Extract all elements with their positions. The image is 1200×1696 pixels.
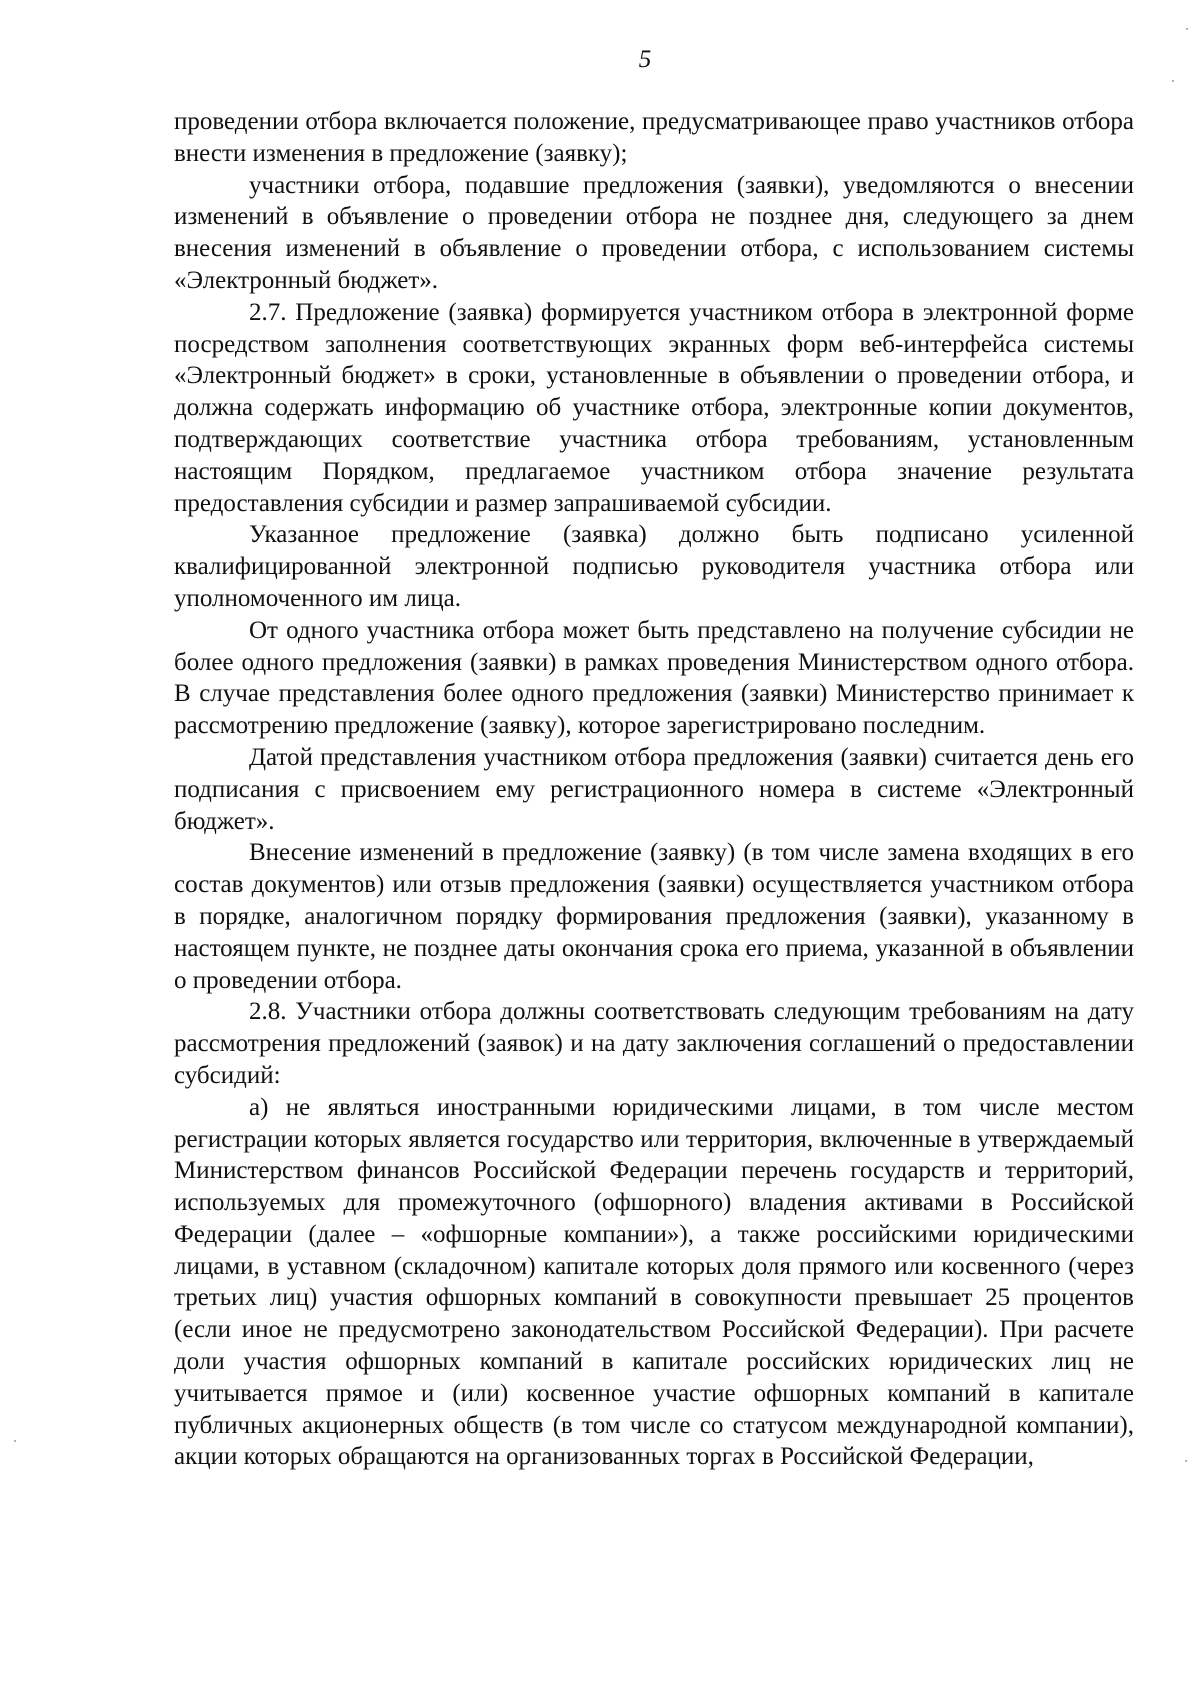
page-number: 5 [638,46,652,73]
paragraph-notification: участники отбора, подавшие предложения (заявки), уведомляются о внесении изменений в объявление о проведении отбора не позднее дня, следующего за днем внесения изменений в объявление о проведении отбора, с использованием системы «Электронный бюджет». [174,171,1134,294]
paragraph-2-8: 2.8. Участники отбора должны соответствовать следующим требованиям на дату рассмотрения предложений (заявок) и на дату заключения соглашений о предоставлении субсидий: [174,998,1134,1089]
paragraph-submission-date: Датой представления участником отбора предложения (заявки) считается день его подписания с присвоением ему регистрационного номера в системе «Электронный бюджет». [174,743,1134,835]
paragraph-2-7: 2.7. Предложение (заявка) формируется участником отбора в электронной форме посредством заполнения соответствующих экранных форм веб-интерфейса системы «Электронный бюджет» в сроки, установленные в объявлении о проведении отбора, и должна содержать информацию об участнике отбора, электронные копии документов, подтверждающих соответствие участника отбора требованиям, установленным настоящим Порядком, предлагаемое участником отбора значение результата предоставления субсидии и размер запрашиваемой субсидии. [174,298,1134,517]
scan-speck [1185,1460,1187,1462]
scan-speck [14,1440,16,1442]
scan-speck [1172,80,1174,82]
scan-speck [1186,28,1188,30]
paragraph-signature: Указанное предложение (заявка) должно быть подписано усиленной квалифицированной электронной подписью руководителя участника отбора или уполномоченного им лица. [174,521,1134,612]
paragraph-amendments: Внесение изменений в предложение (заявку) (в том числе замена входящих в его состав документов) или отзыв предложения (заявки) осуществляется участником отбора в порядке, аналогичном порядку формирования предложения (заявки), указанному в настоящем пункте, не позднее даты окончания срока его приема, указанной в объявлении о проведении отбора. [174,839,1134,994]
document-body [174,106,1134,1473]
paragraph-single-application: От одного участника отбора может быть представлено на получение субсидии не более одного предложения (заявки) в рамках проведения Министерством одного отбора. В случае представления более одного предложения (заявки) Министерство принимает к рассмотрению предложение (заявку), которое зарегистрировано последним. [174,616,1134,740]
paragraph-continuation: проведении отбора включается положение, предусматривающее право участников отбора внести изменения в предложение (заявку); [174,108,1134,167]
paragraph-item-a: а) не являться иностранными юридическими лицами, в том числе местом регистрации которых является государство или территория, включенные в утверждаемый Министерством финансов Российской Федерации перечень государств и территорий, используемых для промежуточного (офшорного) владения активами в Российской Федерации (далее – «офшорные компании»), а также российскими юридическими лицами, в уставном (складочном) капитале которых доля прямого или косвенного (через третьих лиц) участия офшорных компаний в совокупности превышает 25 процентов (если иное не предусмотрено законодательством Российской Федерации). При расчете доли участия офшорных компаний в капитале российских юридических лиц не учитывается прямое и (или) косвенное участие офшорных компаний в капитале публичных акционерных обществ (в том числе со статусом международной компании), акции которых обращаются на организованных торгах в Российской Федерации, [174,1093,1134,1471]
